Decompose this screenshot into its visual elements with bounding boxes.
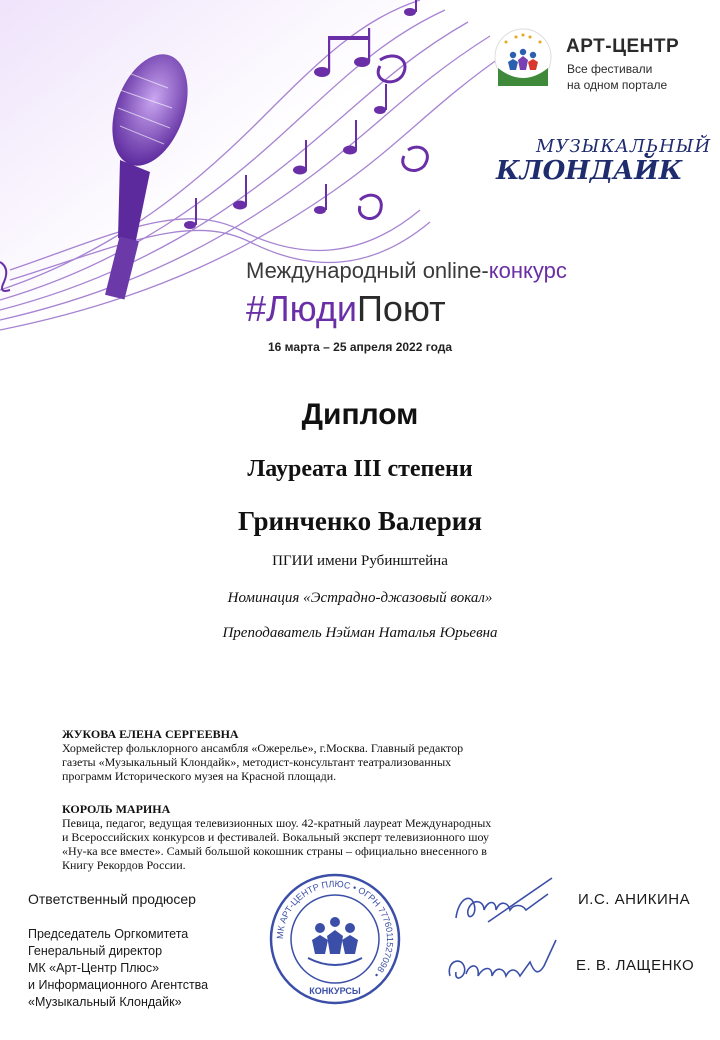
jury-member-bio-line: Хормейстер фольклорного ансамбля «Ожерелье», г.Москва. Главный редактор [62,741,464,755]
contest-hashtag [246,288,446,330]
chair-label-line: Председатель Оргкомитета [28,927,189,941]
teacher: Преподаватель Нэйман Наталья Юрьевна [222,625,498,641]
jury-member [62,727,582,783]
contest-hashtag-part1: #Люди [246,288,357,329]
recipient-name: Гринченко Валерия [238,506,482,536]
clef-icons [359,56,427,219]
contest-hashtag-part2: Поют [356,288,446,329]
producer-signature [448,870,558,930]
chair-label-line: МК «Арт-Центр Плюс» [28,961,160,975]
jury-member [62,802,582,872]
jury-member-bio-line: газеты «Музыкальный Клондайк», методист-консультант театрализованных [62,755,452,769]
chair-name: Е. В. ЛАЩЕНКО [576,957,695,974]
jury-member-bio-line: Книгу Рекордов России. [62,858,186,872]
producer-label: Ответственный продюсер [28,891,196,907]
nomination: Номинация «Эстрадно-джазовый вокал» [227,590,493,606]
art-center-tagline-line1: Все фестивали [567,62,653,76]
art-center-logo-icon [494,28,552,86]
klondike-logo-bottom: КЛОНДАЙК [496,156,683,186]
jury-member-bio-line: программ Исторического музея на Красной площади. [62,769,337,783]
stamp-ring-text: МК АРТ-ЦЕНТР ПЛЮС • ОГРН 7776011527098 • [274,878,396,980]
chair-label-line: Генеральный директор [28,944,163,958]
jury-member-name: КОРОЛЬ МАРИНА [62,802,171,816]
official-stamp [268,872,402,1006]
chair-signature [440,932,560,994]
chair-label-line: «Музыкальный Клондайк» [28,995,182,1009]
jury-member-bio-line: Певица, педагог, ведущая телевизионных шоу. 42-кратный лауреат Международных [62,816,492,830]
art-center-name: АРТ-ЦЕНТР [566,36,680,57]
jury-member-name: ЖУКОВА ЕЛЕНА СЕРГЕЕВНА [62,727,239,741]
jury-member-bio-line: и Всероссийских конкурсов и фестивалей. Вокальный эксперт телевизионного шоу [62,830,490,844]
diploma-degree: Лауреата III степени [247,456,473,482]
jury-member-bio-line: «Ну-ка все вместе». Самый большой кокошник страны – официально внесенного в [62,844,487,858]
contest-title-part1: Международный online- [246,258,489,283]
producer-name: И.С. АНИКИНА [578,891,691,908]
contest-title [246,258,567,284]
klondike-logo-top: МУЗЫКАЛЬНЫЙ [536,136,712,157]
stamp-bottom-text: КОНКУРСЫ [309,986,361,996]
institution: ПГИИ имени Рубинштейна [272,553,448,569]
klondike-logo [492,130,712,190]
contest-dates: 16 марта – 25 апреля 2022 года [268,340,453,354]
chair-label-line: и Информационного Агентства [28,978,209,992]
art-center-tagline-line2: на одном портале [567,78,668,92]
stamp-people-icon [308,917,362,965]
diploma-title: Диплом [301,398,419,431]
chair-label [28,926,208,1011]
contest-title-part2: конкурс [488,258,567,283]
